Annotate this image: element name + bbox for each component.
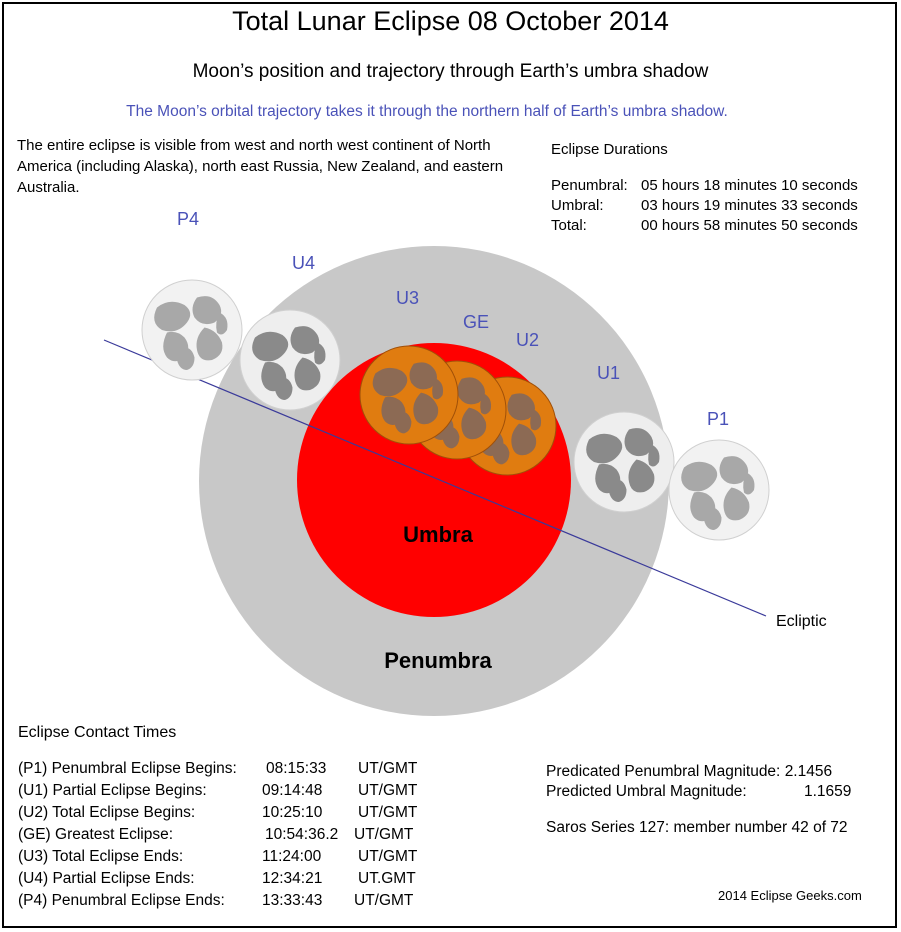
duration-label: Penumbral: [551,177,628,194]
duration-row [551,217,858,234]
contact-row [18,782,418,800]
contact-row [18,892,414,910]
ecliptic-label: Ecliptic [776,613,827,630]
contact-time: 11:24:00 [262,848,322,865]
duration-label: Total: [551,217,587,234]
contact-times-heading: Eclipse Contact Times [18,724,177,741]
contact-time: 10:54:36.2 [265,826,339,843]
penumbra-label: Penumbra [384,648,492,673]
trajectory-note: The Moon’s orbital trajectory takes it through the northern half of Earth’s umbra shadow. [126,103,728,120]
contact-unit: UT/GMT [354,892,414,909]
contact-unit: UT/GMT [358,760,418,777]
contact-label: (P1) Penumbral Eclipse Begins: [18,760,237,777]
contact-unit: UT/GMT [354,826,414,843]
duration-value: 05 hours 18 minutes 10 seconds [641,177,858,194]
umbral-magnitude-value: 1.1659 [804,783,852,800]
label-u1: U1 [597,363,621,383]
umbral-magnitude-label: Predicted Umbral Magnitude: [546,783,747,800]
moon-u1 [574,412,674,512]
moon-u3 [360,346,458,444]
label-p4: P4 [177,209,200,229]
duration-value: 00 hours 58 minutes 50 seconds [641,217,858,234]
label-ge: GE [463,312,490,332]
contact-label: (U3) Total Eclipse Ends: [18,848,184,865]
contact-unit: UT.GMT [358,870,416,887]
contact-time: 09:14:48 [262,782,323,799]
label-u2: U2 [516,330,540,350]
contact-row [18,870,416,888]
umbra-label: Umbra [403,522,473,547]
contact-label: (U4) Partial Eclipse Ends: [18,870,195,887]
contact-unit: UT/GMT [358,782,418,799]
contact-time: 12:34:21 [262,870,323,887]
contact-time: 10:25:10 [262,804,323,821]
contact-unit: UT/GMT [358,848,418,865]
duration-row [551,177,858,194]
credit-text: 2014 Eclipse Geeks.com [718,888,862,903]
contact-label: (GE) Greatest Eclipse: [18,826,174,843]
page-title: Total Lunar Eclipse 08 October 2014 [232,6,669,36]
umbral-magnitude-row [546,783,851,801]
penumbral-magnitude-label: Predicated Penumbral Magnitude: [546,763,781,780]
contact-label: (U2) Total Eclipse Begins: [18,804,196,821]
saros-series: Saros Series 127: member number 42 of 72 [546,819,848,836]
moon-u4 [240,310,340,410]
label-u3: U3 [396,288,420,308]
contact-row [18,760,418,778]
page-subtitle: Moon’s position and trajectory through Earth’s umbra shadow [192,61,709,82]
penumbral-magnitude-value: 2.1456 [784,763,833,780]
duration-value: 03 hours 19 minutes 33 seconds [641,197,858,214]
durations-heading: Eclipse Durations [551,141,668,158]
contact-row [18,804,418,822]
penumbral-magnitude-row [546,763,832,781]
contact-unit: UT/GMT [358,804,418,821]
contact-row [18,848,418,866]
visibility-text: The entire eclipse is visible from west and north west continent of North America (including Alaska), north east Russia, New Zealand, and eastern Australia. [17,137,504,196]
label-u4: U4 [292,253,316,273]
contact-time: 08:15:33 [266,760,327,777]
duration-row [551,197,858,214]
label-p1: P1 [707,409,730,429]
contact-row [18,826,414,844]
contact-label: (P4) Penumbral Eclipse Ends: [18,892,225,909]
moon-p1 [669,440,769,540]
duration-label: Umbral: [551,197,604,214]
contact-label: (U1) Partial Eclipse Begins: [18,782,207,799]
moon-p4 [142,280,242,380]
contact-time: 13:33:43 [262,892,323,909]
